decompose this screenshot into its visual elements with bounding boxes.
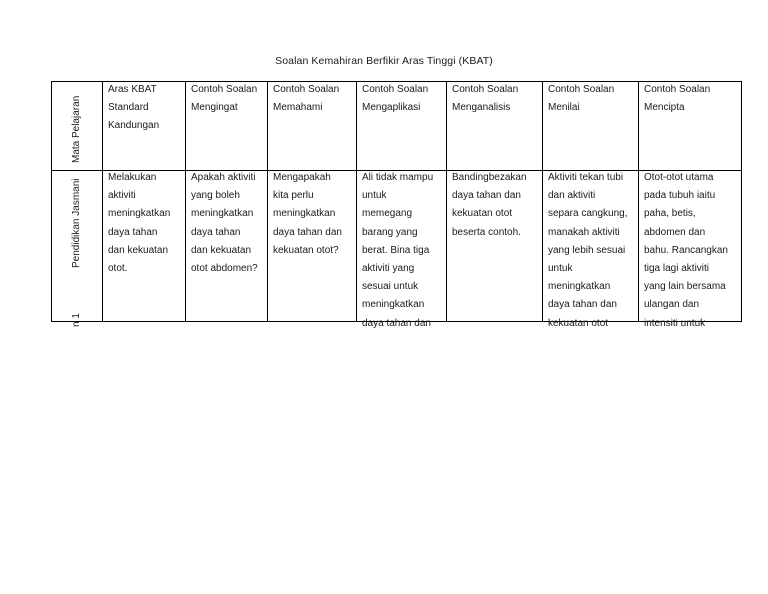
subject-value-label: Pendidikan Jasmani <box>71 178 82 268</box>
column-divider <box>542 82 543 321</box>
form-label-partial: n 1 <box>71 313 82 327</box>
document-title: Soalan Kemahiran Berfikir Aras Tinggi (KBAT) <box>275 55 493 67</box>
column-divider <box>356 82 357 321</box>
subject-header-label: Mata Pelajaran <box>71 95 82 163</box>
body-cell: Bandingbezakan daya tahan dan kekuatan otot beserta contoh. <box>452 172 527 238</box>
header-cell: Aras KBAT Standard Kandungan <box>108 84 160 132</box>
body-cell: Apakah aktiviti yang boleh meningkatkan daya tahan dan kekuatan otot abdomen? <box>191 172 258 275</box>
column-divider <box>185 82 186 321</box>
column-divider <box>267 82 268 321</box>
header-cell: Contoh Soalan Memahami <box>273 84 340 114</box>
column-divider <box>446 82 447 321</box>
body-cell: Mengapakah kita perlu meningkatkan daya tahan dan kekuatan otot? <box>273 172 342 256</box>
body-cell: Ali tidak mampu untuk memegang barang yang berat. Bina tiga aktiviti yang sesuai untuk meningkatkan daya tahan dan <box>362 172 434 329</box>
body-cell: Otot-otot utama pada tubuh iaitu paha, betis, abdomen dan bahu. Rancangkan tiga lagi aktiviti yang lain bersama ulangan dan intensiti untuk <box>644 172 728 329</box>
body-cell: Melakukan aktiviti meningkatkan daya tahan dan kekuatan otot. <box>108 172 171 275</box>
column-divider <box>102 82 103 321</box>
header-cell: Contoh Soalan Mengingat <box>191 84 258 114</box>
header-cell: Contoh Soalan Mengaplikasi <box>362 84 429 114</box>
column-divider <box>638 82 639 321</box>
header-cell: Contoh Soalan Menganalisis <box>452 84 519 114</box>
header-cell: Contoh Soalan Mencipta <box>644 84 711 114</box>
kbat-table <box>51 81 742 329</box>
body-cell: Aktiviti tekan tubi dan aktiviti separa cangkung, manakah aktiviti yang lebih sesuai untuk meningkatkan daya tahan dan kekuatan otot <box>548 172 628 329</box>
header-cell: Contoh Soalan Menilai <box>548 84 615 114</box>
